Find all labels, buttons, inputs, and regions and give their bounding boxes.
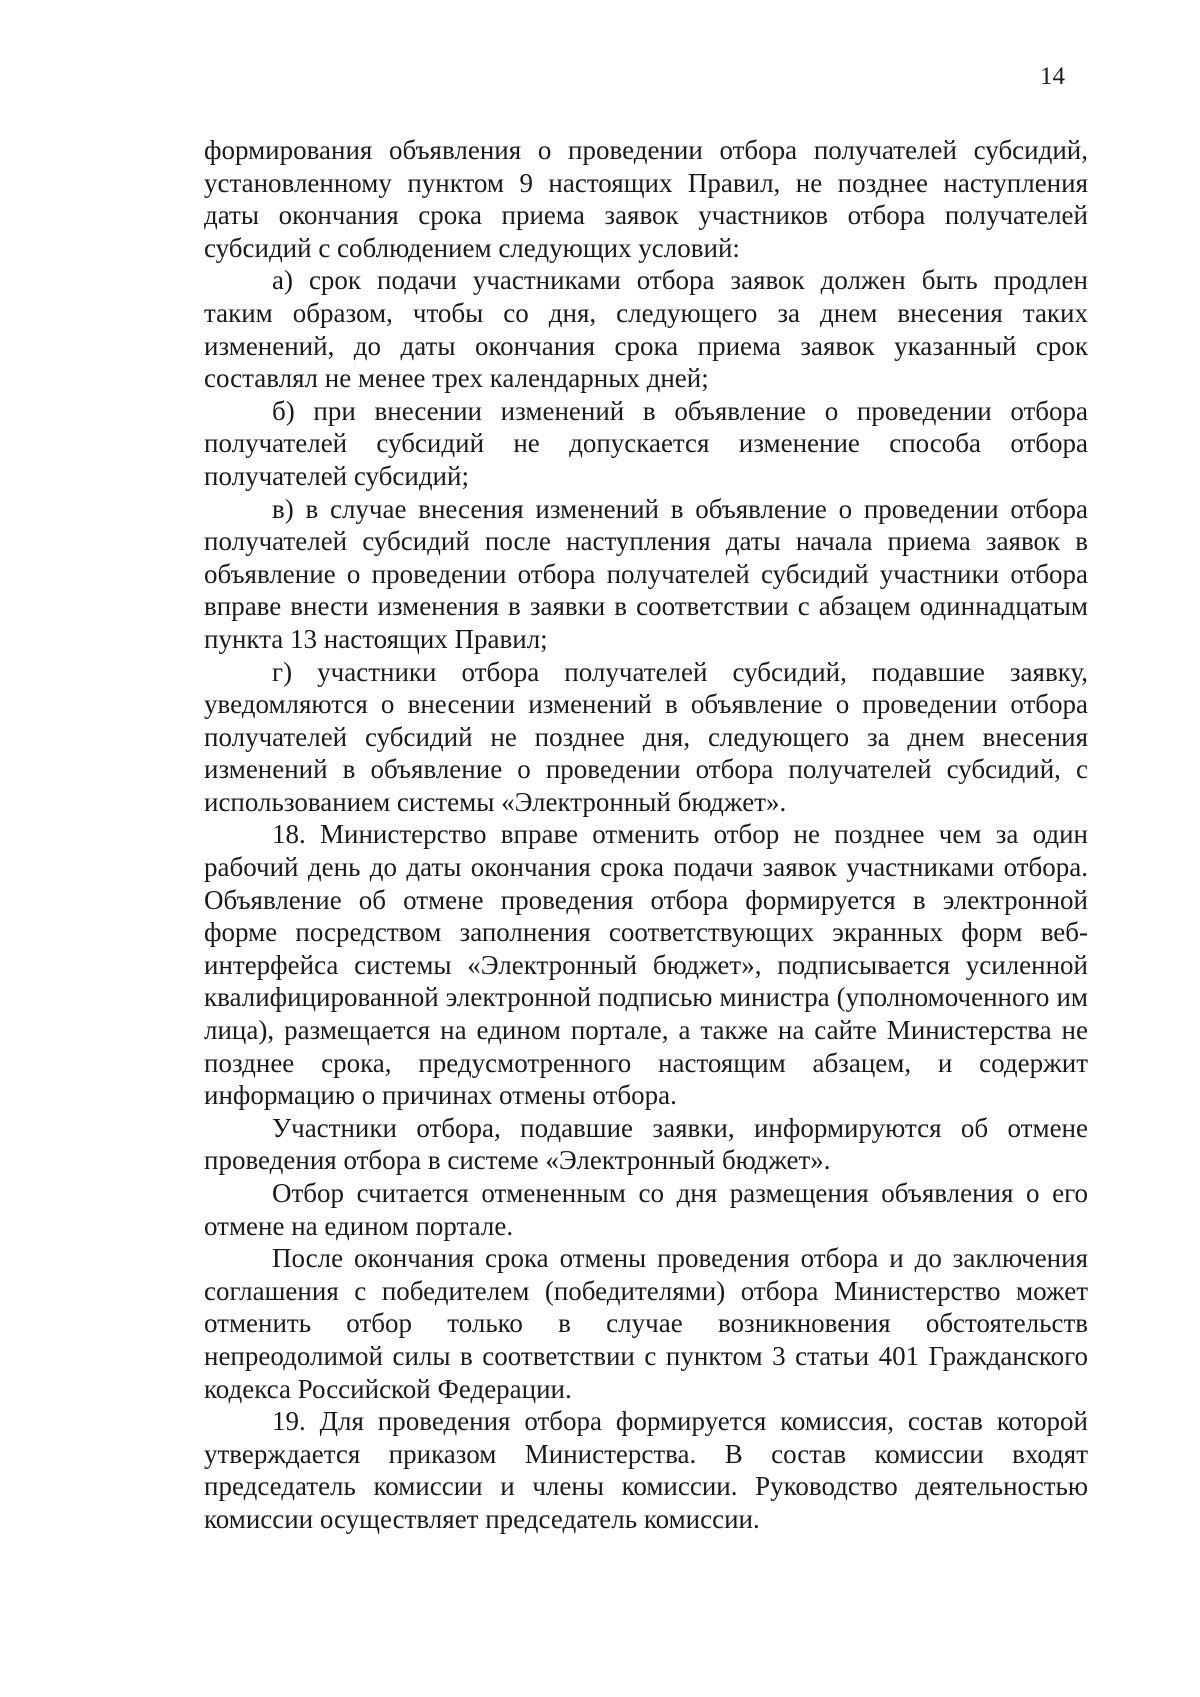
paragraph-continuation: формирования объявления о проведении отбора получателей субсидий, установленному пунктом 9 настоящих Правил, не позднее наступления даты окончания срока приема заявок участников отбора получателей субсидий с соблюдением следующих условий: [204,135,1088,263]
document-body [204,134,1088,1536]
paragraph-item-g: г) участники отбора получателей субсидий, подавшие заявку, уведомляются о внесении изменений в объявление о проведении отбора получателей субсидий не позднее дня, следующего за днем внесения изменений в объявление о проведении отбора получателей субсидий, с использованием системы «Электронный бюджет». [204,656,1088,817]
paragraph-section-18: 18. Министерство вправе отменить отбор не позднее чем за один рабочий день до даты окончания срока подачи заявок участниками отбора. Объявление об отмене проведения отбора формируется в электронной форме посредством заполнения соответствующих экранных форм веб-интерфейса системы «Электронный бюджет», подписывается усиленной квалифицированной электронной подписью министра (уполномоченного им лица), размещается на едином портале, а также на сайте Министерства не позднее срока, предусмотренного настоящим абзацем, и содержит информацию о причинах отмены отбора. [204,819,1088,1111]
paragraph-item-a: а) срок подачи участниками отбора заявок должен быть продлен таким образом, чтобы со дня, следующего за днем внесения таких изменений, до даты окончания срока приема заявок указанный срок составлял не менее трех календарных дней; [204,265,1088,394]
paragraph-participants-informed: Участники отбора, подавшие заявки, информируются об отмене проведения отбора в системе «Электронный бюджет». [204,1112,1088,1176]
paragraph-item-v: в) в случае внесения изменений в объявление о проведении отбора получателей субсидий после наступления даты начала приема заявок в объявление о проведении отбора получателей субсидий участники отбора вправе внести изменения в заявки в соответствии с абзацем одиннадцатым пункта 13 настоящих Правил; [204,493,1088,654]
paragraph-force-majeure: После окончания срока отмены проведения отбора и до заключения соглашения с победителем (победителями) отбора Министерство может отменить отбор только в случае возникновения обстоятельств непреодолимой силы в соответствии с пунктом 3 статьи 401 Гражданского кодекса Российской Федерации. [204,1243,1088,1404]
paragraph-item-b: б) при внесении изменений в объявление о проведении отбора получателей субсидий не допускается изменение способа отбора получателей субсидий; [204,395,1088,491]
paragraph-selection-cancelled: Отбор считается отмененным со дня размещения объявления о его отмене на едином портале. [204,1178,1088,1241]
paragraph-section-19: 19. Для проведения отбора формируется комиссия, состав которой утверждается приказом Министерства. В состав комиссии входят председатель комиссии и члены комиссии. Руководство деятельностью комиссии осуществляет председатель комиссии. [204,1406,1088,1534]
page-number: 14 [1040,63,1065,90]
